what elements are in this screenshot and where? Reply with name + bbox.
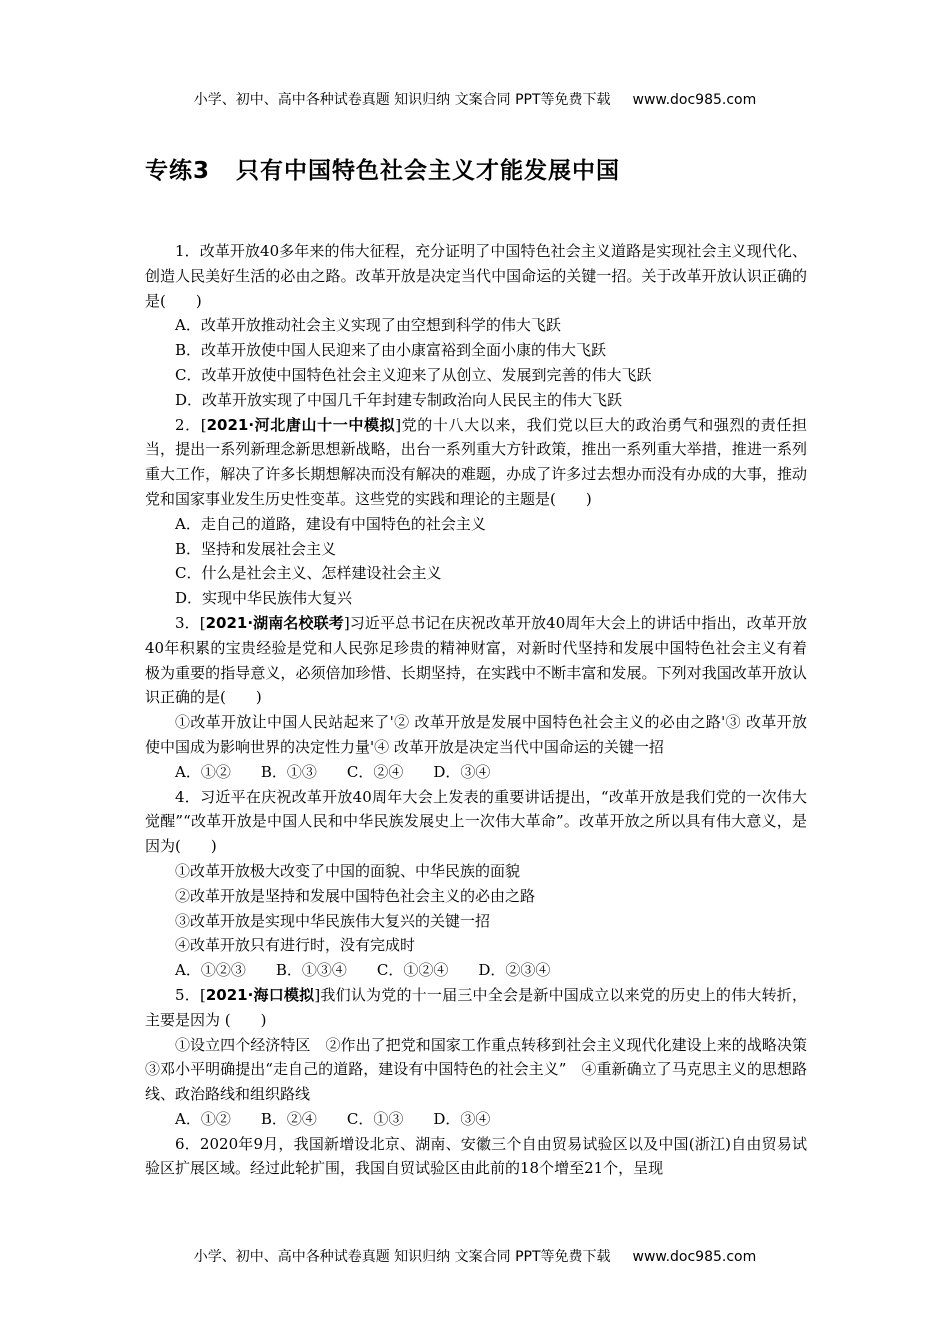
question-3-statements: ①改革开放让中国人民站起来了'② 改革开放是发展中国特色社会主义的必由之路'③ 改革开放使中国成为影响世界的决定性力量'④ 改革开放是决定当代中国命运的关键一招 (145, 713, 807, 756)
question-2-source: 2021·河北唐山十一中模拟 (206, 415, 396, 434)
title-text: 只有中国特色社会主义才能发展中国 (236, 158, 621, 184)
question-3-number: 3．[ (175, 613, 206, 632)
question-3-stem (145, 611, 807, 710)
question-2-option-a: A．走自己的道路，建设有中国特色的社会主义 (175, 514, 486, 533)
question-2-number: 2．[ (175, 415, 207, 434)
question-list (145, 239, 823, 1181)
header-text: 小学、初中、高中各种试卷真题 知识归纳 文案合同 PPT等免费下载 (193, 92, 611, 108)
question-6-stem: 6．2020年9月，我国新增设北京、湖南、安徽三个自由贸易试验区以及中国(浙江)自由贸易试验区扩展区域。经过此轮扩围，我国自贸试验区由此前的18个增至21个，呈现 (145, 1134, 807, 1178)
question-5-answers: A．①② B．②④ C．①③ D．③④ (175, 1109, 491, 1128)
question-1-stem: 1．改革开放40多年来的伟大征程，充分证明了中国特色社会主义道路是实现社会主义现代化、创造人民美好生活的必由之路。改革开放是决定当代中国命运的关键一招。关于改革开放认识正确的是( ) (145, 242, 807, 310)
question-4-stem: 4．习近平在庆祝改革开放40周年大会上发表的重要讲话提出，“改革开放是我们党的一次伟大觉醒”“改革开放是中国人民和中华民族发展史上一次伟大革命”。改革开放之所以具有伟大意义，是因为( ) (145, 787, 807, 856)
question-1-option-d: D．改革开放实现了中国几千年封建专制政治向人民民主的伟大飞跃 (175, 390, 623, 409)
page-header (0, 89, 950, 109)
question-1-option-b: B．改革开放使中国人民迎来了由小康富裕到全面小康的伟大飞跃 (175, 341, 607, 360)
header-url[interactable]: www.doc985.com (632, 92, 757, 108)
question-1-option-c: C．改革开放使中国特色社会主义迎来了从创立、发展到完善的伟大飞跃 (175, 365, 652, 384)
question-3-source: 2021·湖南名校联考 (205, 613, 344, 632)
footer-url[interactable]: www.doc985.com (632, 1249, 757, 1265)
question-5-source: 2021·海口模拟 (205, 985, 315, 1004)
question-4-statement-3: ③改革开放是实现中华民族伟大复兴的关键一招 (175, 911, 491, 930)
question-2-option-d: D．实现中华民族伟大复兴 (175, 589, 353, 608)
question-4-statement-4: ④改革开放只有进行时，没有完成时 (175, 936, 416, 955)
question-2-option-b: B．坚持和发展社会主义 (175, 539, 337, 558)
question-4-answers: A．①②③ B．①③④ C．①②④ D．②③④ (175, 961, 551, 980)
question-1-option-a: A．改革开放推动社会主义实现了由空想到科学的伟大飞跃 (175, 316, 561, 335)
question-5-statements: ①设立四个经济特区 ②作出了把党和国家工作重点转移到社会主义现代化建设上来的战略决策 ③邓小平明确提出“走自己的道路，建设有中国特色的社会主义” ④重新确立了马克思主义的思想路线、政治路线和组织路线 (145, 1035, 823, 1104)
question-2-stem (145, 413, 807, 512)
question-5-number: 5．[ (175, 985, 206, 1004)
question-3-answers: A．①② B．①③ C．②④ D．③④ (175, 762, 491, 781)
title-number: 专练3 (145, 158, 211, 184)
footer-text: 小学、初中、高中各种试卷真题 知识归纳 文案合同 PPT等免费下载 (193, 1249, 611, 1265)
question-3-text: ]习近平总书记在庆祝改革开放40周年大会上的讲话中指出，改革开放40年积累的宝贵经验是党和人民弥足珍贵的精神财富，对新时代坚持和发展中国特色社会主义有着极为重要的指导意义，必须倍加珍惜、长期坚持，在实践中不断丰富和发展。下列对我国改革开放认识正确的是( ) (145, 613, 807, 707)
question-4-statement-2: ②改革开放是坚持和发展中国特色社会主义的必由之路 (175, 886, 536, 905)
question-2-option-c: C．什么是社会主义、怎样建设社会主义 (175, 564, 442, 583)
page-footer (0, 1246, 950, 1266)
question-5-stem (145, 983, 807, 1033)
page-title (145, 152, 620, 185)
question-4-statement-1: ①改革开放极大改变了中国的面貌、中华民族的面貌 (175, 861, 521, 880)
question-5-text: ]我们认为党的十一届三中全会是新中国成立以来党的历史上的伟大转折，主要是因为 ( ) (145, 985, 807, 1029)
question-2-text: ]党的十八大以来，我们党以巨大的政治勇气和强烈的责任担当，提出一系列新理念新思想新战略，出台一系列重大方针政策，推出一系列重大举措，推进一系列重大工作，解决了许多长期想解决而没有解决的难题，办成了许多过去想办而没有办成的大事，推动党和国家事业发生历史性变革。这些党的实践和理论的主题是( ) (145, 415, 807, 508)
